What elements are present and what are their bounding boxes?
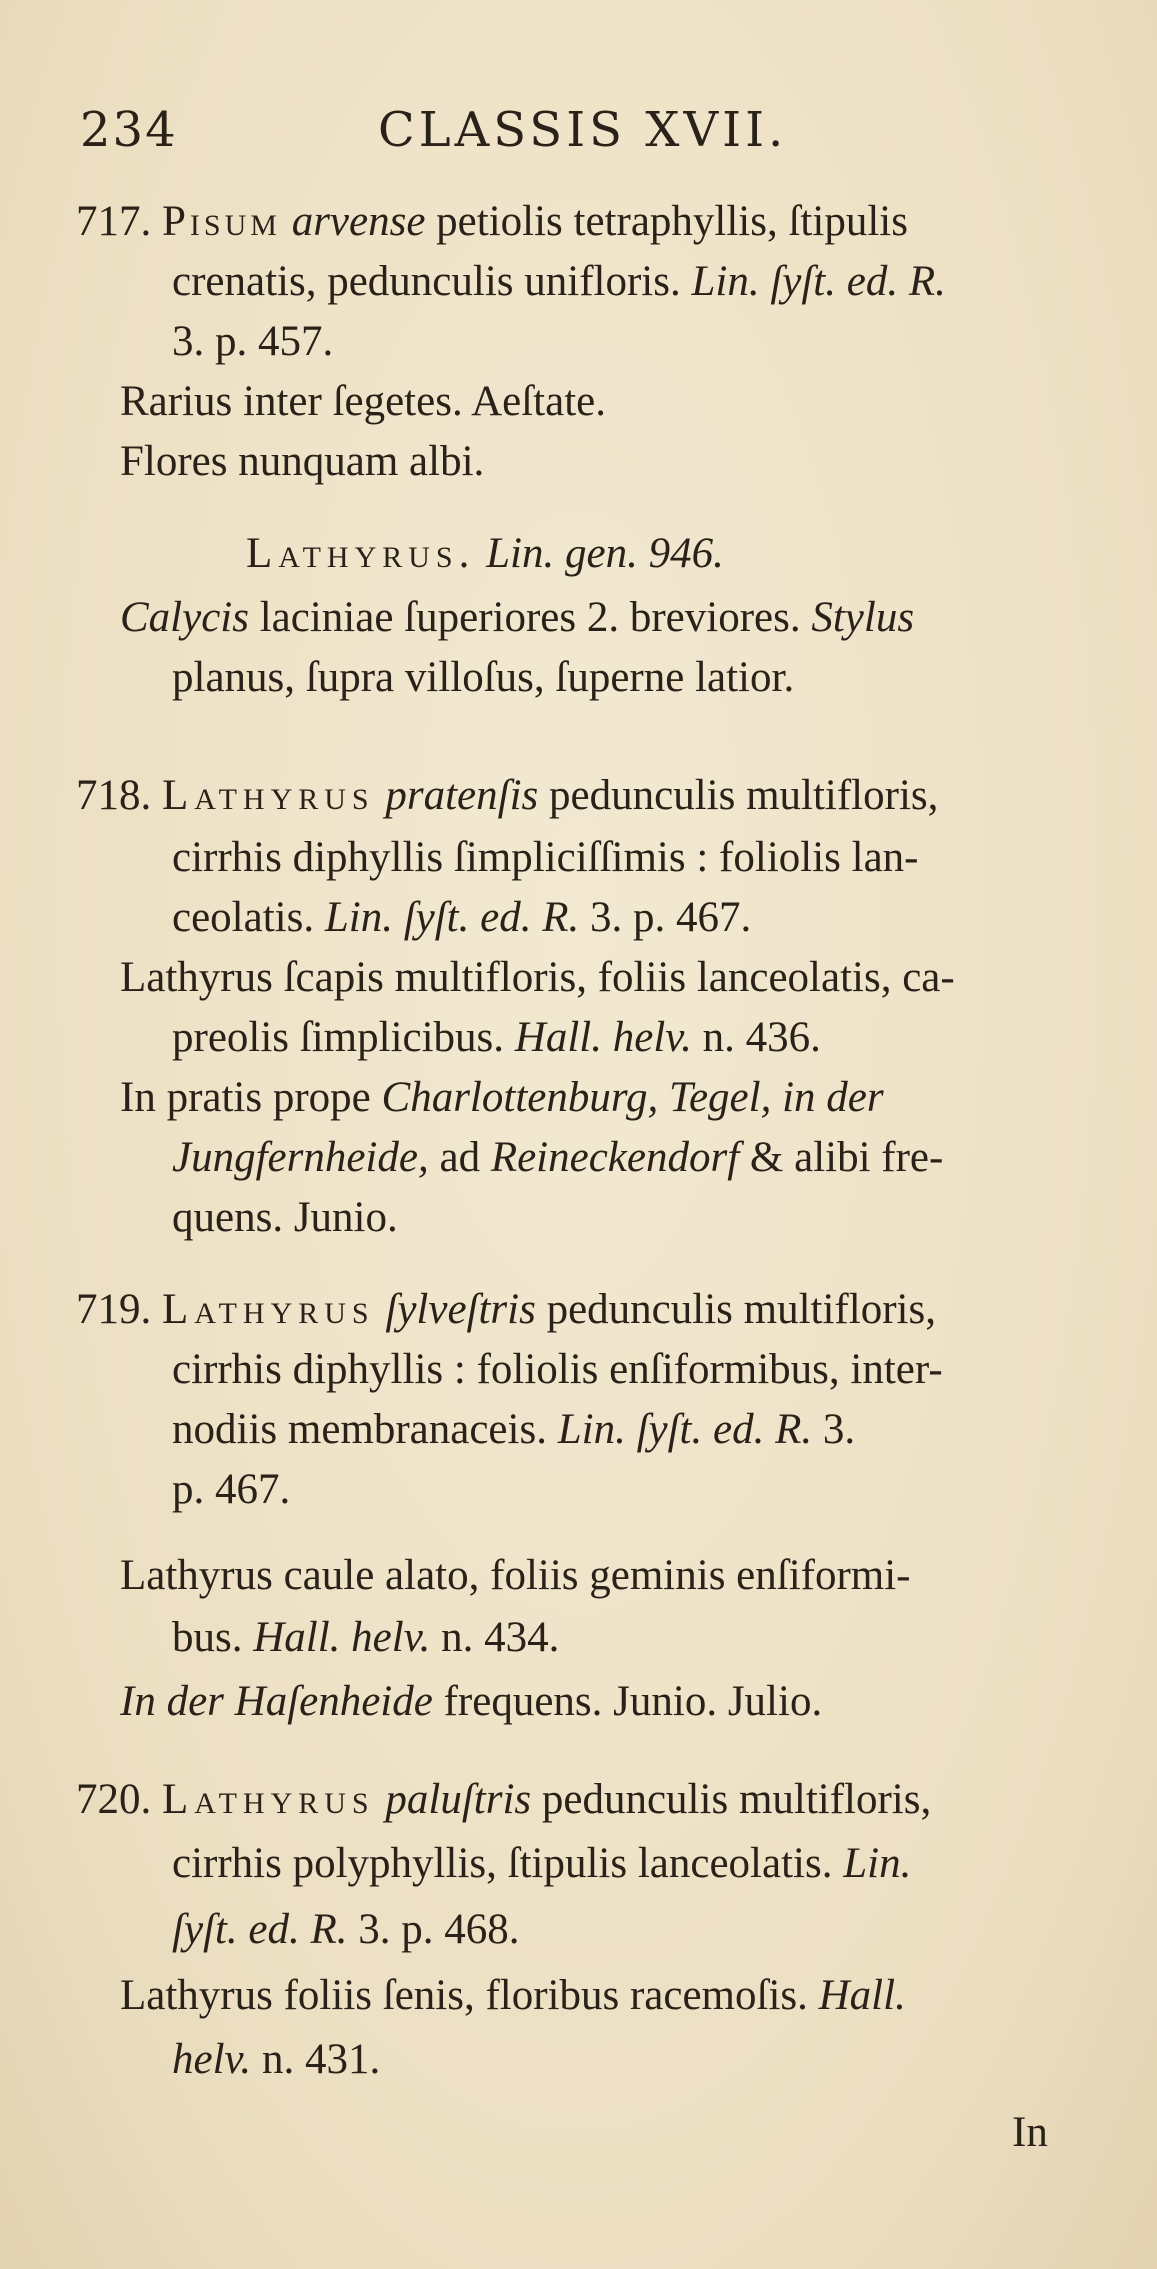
entry-717-line2: crenatis, pedunculis unifloris. Lin. ſyſt. ed. R.: [172, 258, 946, 305]
entry-719-line3: nodiis membranaceis. Lin. ſyſt. ed. R. 3.: [172, 1406, 856, 1453]
entry-717-line3: 3. p. 457.: [172, 318, 334, 365]
entry-718-line8: quens. Junio.: [172, 1194, 398, 1241]
entry-717-line5: Flores nunquam albi.: [120, 438, 485, 485]
entry-718-line3: ceolatis. Lin. ſyſt. ed. R. 3. p. 467.: [172, 894, 752, 941]
entry-720-line2: cirrhis polyphyllis, ſtipulis lanceolatis. Lin.: [172, 1840, 912, 1887]
entry-718-line7: Jungfernheide, ad Reineckendorf & alibi fre-: [172, 1134, 944, 1181]
genus-name: Pisum: [162, 198, 281, 245]
genus-description-line1: Calycis laciniae ſuperiores 2. breviores. Stylus: [120, 594, 915, 641]
genus-heading: Lathyrus. Lin. gen. 946.: [246, 530, 724, 577]
page-header: [0, 102, 1157, 162]
entry-718-line5: preolis ſimplicibus. Hall. helv. n. 436.: [172, 1014, 821, 1061]
species-epithet: arvense: [291, 198, 426, 245]
entry-720-line5: helv. n. 431.: [172, 2036, 381, 2083]
entry-718-line1: 718. Lathyrus pratenſis pedunculis multifloris,: [76, 772, 939, 819]
entry-717-line1: 717. Pisum arvense petiolis tetraphyllis, ſtipulis: [76, 198, 908, 245]
entry-720-line3: ſyſt. ed. R. 3. p. 468.: [172, 1906, 520, 1953]
entry-719-line2: cirrhis diphyllis : foliolis enſiformibus, inter-: [172, 1346, 943, 1393]
entry-717-line4: Rarius inter ſegetes. Aeſtate.: [120, 378, 606, 425]
running-title: CLASSIS XVII.: [378, 102, 788, 158]
entry-720-line4: Lathyrus foliis ſenis, floribus racemoſis. Hall.: [120, 1972, 906, 2019]
page-number: 234: [80, 102, 178, 158]
entry-719-line7: In der Haſenheide frequens. Junio. Julio.: [120, 1678, 823, 1725]
entry-718-line6: In pratis prope Charlottenburg, Tegel, in der: [120, 1074, 884, 1121]
genus-description-line2: planus, ſupra villoſus, ſuperne latior.: [172, 654, 795, 701]
entry-719-line5: Lathyrus caule alato, foliis geminis enſiformi-: [120, 1552, 911, 1599]
entry-number: 717.: [76, 198, 152, 245]
entry-718-line4: Lathyrus ſcapis multifloris, foliis lanceolatis, ca-: [120, 954, 955, 1001]
entry-720-line1: 720. Lathyrus paluſtris pedunculis multifloris,: [76, 1776, 932, 1823]
entry-719-line4: p. 467.: [172, 1466, 291, 1513]
entry-718-line2: cirrhis diphyllis ſimpliciſſimis : foliolis lan-: [172, 834, 919, 881]
entry-719-line1: 719. Lathyrus ſylveſtris pedunculis multifloris,: [76, 1286, 936, 1333]
entry-719-line6: bus. Hall. helv. n. 434.: [172, 1614, 560, 1661]
catchword: In: [1012, 2109, 1048, 2156]
